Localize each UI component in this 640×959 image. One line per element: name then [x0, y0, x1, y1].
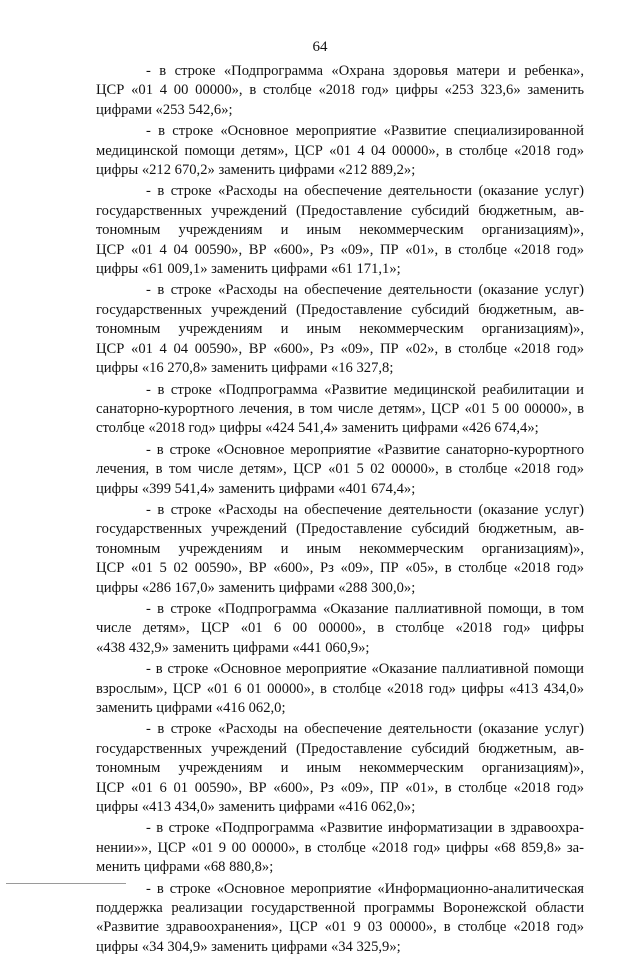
paragraph-line: поддержка реализации государственной программы Воронежской области	[96, 900, 584, 917]
paragraph-line: государственных учреждений (Предоставление субсидий бюджетным, ав-	[96, 521, 584, 538]
amendment-paragraph	[96, 182, 584, 279]
paragraph-line: нении»», ЦСР «01 9 00 00000», в столбце «2018 год» цифры «68 859,8» за-	[96, 839, 584, 856]
amendment-paragraph	[96, 122, 584, 180]
paragraph-line: ЦСР «01 6 01 00590», ВР «600», Рз «09», ПР «01», в столбце «2018 год»	[96, 779, 584, 796]
paragraph-line: - в строке «Расходы на обеспечение деятельности (оказание услуг)	[146, 721, 584, 738]
amendment-paragraph	[96, 281, 584, 378]
paragraph-line: столбце «2018 год» цифры «424 541,4» заменить цифрами «426 674,4»;	[96, 420, 539, 437]
paragraph-line: тономным учреждениям и иным некоммерческим организациям)»,	[96, 760, 584, 777]
paragraph-line: тономным учреждениям и иным некоммерческим организациям)»,	[96, 222, 584, 239]
paragraph-line: - в строке «Подпрограмма «Охрана здоровья матери и ребенка»,	[146, 63, 584, 79]
paragraph-line: цифры «286 167,0» заменить цифрами «288 300,0»;	[96, 579, 416, 596]
page-number: 64	[312, 39, 328, 55]
paragraph-line: цифры «34 304,9» заменить цифрами «34 325,9»;	[96, 938, 401, 955]
amendment-paragraph	[96, 720, 584, 817]
paragraph-line: «Развитие здравоохранения», ЦСР «01 9 03 00000», в столбце «2018 год»	[96, 919, 584, 936]
amendment-paragraph	[96, 660, 584, 718]
amendment-paragraph	[96, 819, 584, 877]
paragraph-line: цифры «413 434,0» заменить цифрами «416 062,0»;	[96, 799, 416, 816]
paragraph-line: - в строке «Расходы на обеспечение деятельности (оказание услуг)	[146, 282, 584, 299]
paragraph-line: «438 432,9» заменить цифрами «441 060,9»;	[96, 639, 370, 656]
paragraph-line: цифры «61 009,1» заменить цифрами «61 171,1»;	[96, 261, 401, 278]
paragraph-line: - в строке «Подпрограмма «Развитие медицинской реабилитации и	[146, 381, 584, 398]
paragraph-line: - в строке «Подпрограмма «Развитие информатизации в здравоохра-	[146, 820, 584, 837]
paragraph-line: взрослым», ЦСР «01 6 01 00000», в столбце «2018 год» цифры «413 434,0»	[96, 680, 584, 697]
paragraph-line: - в строке «Основное мероприятие «Оказание паллиативной помощи	[146, 661, 584, 678]
paragraph-line: государственных учреждений (Предоставление субсидий бюджетным, ав-	[96, 301, 584, 318]
paragraph-line: ЦСР «01 4 04 00590», ВР «600», Рз «09», ПР «01», в столбце «2018 год»	[96, 241, 584, 258]
paragraph-line: менить цифрами «68 880,8»;	[96, 859, 274, 876]
paragraph-line: лечения, в том числе детям», ЦСР «01 5 02 00000», в столбце «2018 год»	[96, 461, 584, 478]
amendment-paragraph	[96, 381, 584, 439]
paragraph-line: - в строке «Основное мероприятие «Информационно-аналитическая	[146, 880, 584, 897]
paragraph-line: государственных учреждений (Предоставление субсидий бюджетным, ав-	[96, 740, 584, 757]
paragraph-line: - в строке «Основное мероприятие «Развитие санаторно-курортного	[146, 441, 584, 458]
amendment-paragraph	[96, 880, 584, 958]
amendment-paragraph	[96, 501, 584, 598]
amendment-paragraph	[96, 441, 584, 499]
paragraph-line: цифры «212 670,2» заменить цифрами «212 889,2»;	[96, 162, 416, 179]
paragraph-line: цифры «399 541,4» заменить цифрами «401 674,4»;	[96, 480, 416, 497]
paragraph-line: - в строке «Расходы на обеспечение деятельности (оказание услуг)	[146, 501, 584, 518]
amendment-paragraph	[96, 62, 584, 120]
paragraph-line: тономным учреждениям и иным некоммерческим организациям)»,	[96, 540, 584, 557]
paragraph-line: - в строке «Подпрограмма «Оказание паллиативной помощи, в том	[146, 600, 584, 617]
paragraph-line: ЦСР «01 4 04 00590», ВР «600», Рз «09», ПР «02», в столбце «2018 год»	[96, 340, 584, 357]
paragraph-line: медицинской помощи детям», ЦСР «01 4 04 00000», в столбце «2018 год»	[96, 142, 584, 159]
paragraph-line: заменить цифрами «416 062,0;	[96, 700, 286, 716]
paragraph-line: числе детям», ЦСР «01 6 00 00000», в столбце «2018 год» цифры	[96, 620, 584, 637]
paragraph-line: тономным учреждениям и иным некоммерческим организациям)»,	[96, 321, 584, 338]
document-body	[96, 62, 584, 959]
paragraph-line: цифры «16 270,8» заменить цифрами «16 327,8;	[96, 360, 394, 377]
paragraph-line: ЦСР «01 4 00 00000», в столбце «2018 год» цифры «253 323,6» заменить	[96, 82, 584, 99]
amendment-paragraph	[96, 600, 584, 658]
paragraph-line: цифрами «253 542,6»;	[96, 101, 233, 118]
paragraph-line: - в строке «Расходы на обеспечение деятельности (оказание услуг)	[146, 183, 584, 200]
paragraph-line: государственных учреждений (Предоставление субсидий бюджетным, ав-	[96, 202, 584, 219]
paragraph-line: санаторно-курортного лечения, в том числе детям», ЦСР «01 5 00 00000», в	[96, 400, 584, 417]
scan-edge-mark	[6, 883, 126, 894]
paragraph-line: - в строке «Основное мероприятие «Развитие специализированной	[146, 123, 584, 140]
paragraph-line: ЦСР «01 5 02 00590», ВР «600», Рз «09», ПР «05», в столбце «2018 год»	[96, 560, 584, 577]
